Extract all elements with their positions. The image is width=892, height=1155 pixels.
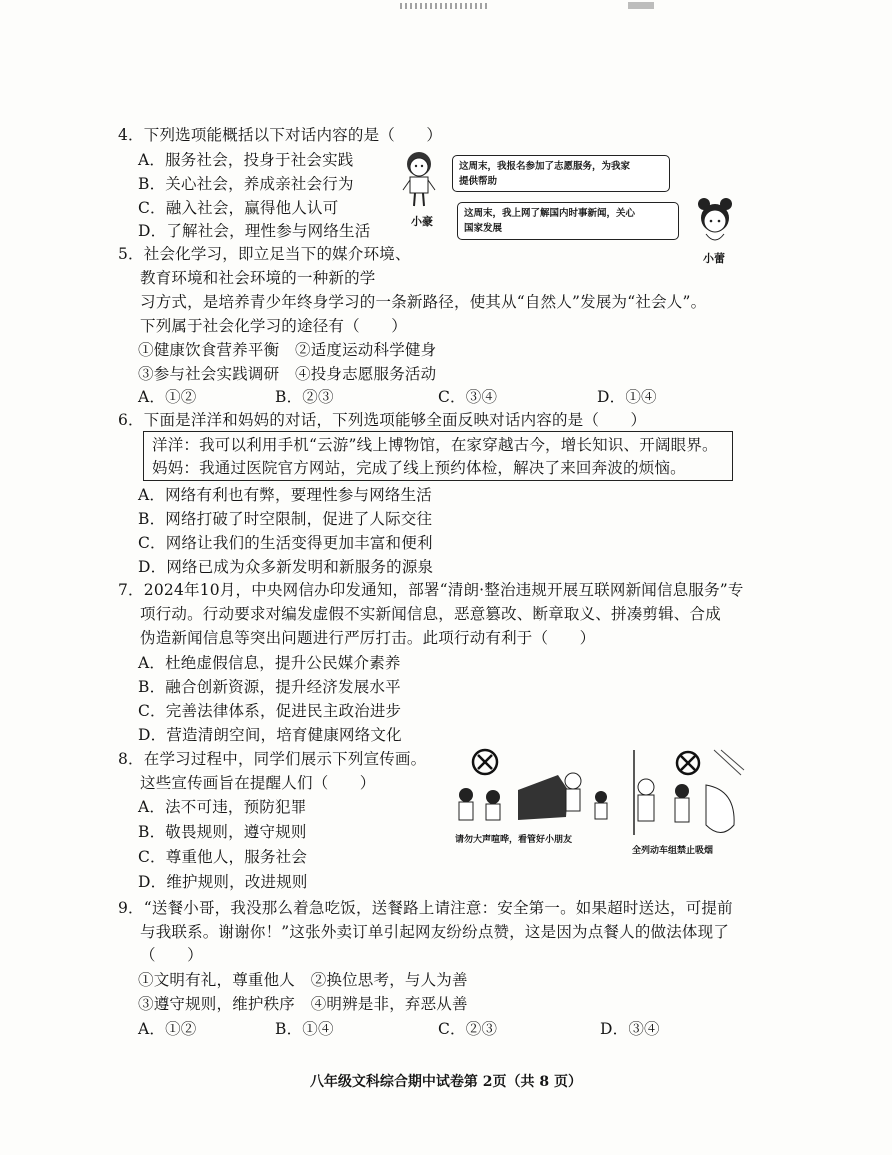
q4-option-a: A．服务社会，投身于社会实践	[138, 151, 354, 169]
question-5-line: 下列属于社会化学习的途径有（ ）	[140, 317, 407, 335]
question-5-line: 教育环境和社会环境的一种新的学	[140, 269, 376, 287]
q5-choice-b: B．②③	[275, 388, 334, 406]
question-9-line: 与我联系。谢谢你！”这张外卖订单引起网友纷纷点赞，这是因为点餐人的做法体现了	[140, 923, 730, 941]
boy-speech-bubble	[452, 155, 670, 192]
question-8-line: 这些宣传画旨在提醒人们（ ）	[140, 774, 376, 792]
q8-option-a: A．法不可违，预防犯罪	[138, 798, 307, 816]
q5-choice-a: A．①②	[138, 388, 197, 406]
question-5-line: 习方式，是培养青少年终身学习的一条新路径，使其从“自然人”发展为“社会人”。	[140, 293, 707, 311]
q9-choice-a: A．①②	[138, 1020, 197, 1038]
question-7-line: 7．2024年10月，中央网信办印发通知，部署“清朗·整治违规开展互联网新闻信息服务”专	[118, 581, 744, 599]
q9-choice-d: D．③④	[600, 1020, 660, 1038]
page-footer: 八年级文科综合期中试卷第 2页（共 8 页）	[309, 1074, 583, 1090]
girl-speech-line: 这周末，我上网了解国内时事新闻，关心	[464, 208, 636, 219]
boy-name: 小豪	[411, 215, 433, 228]
q4-option-c: C．融入社会，赢得他人认可	[138, 199, 339, 217]
q8-option-d: D．维护规则，改进规则	[138, 873, 308, 891]
girl-illustration	[692, 196, 738, 248]
question-6-stem: 6．下面是洋洋和妈妈的对话，下列选项能够全面反映对话内容的是（ ）	[118, 411, 647, 429]
q7-option-b: B．融合创新资源，提升经济发展水平	[138, 678, 401, 696]
q4-option-d: D．了解社会，理性参与网络生活	[138, 222, 371, 240]
q7-option-a: A．杜绝虚假信息，提升公民媒介素养	[138, 654, 401, 672]
question-9-line: （ ）	[140, 946, 203, 964]
girl-name: 小蕾	[703, 252, 725, 265]
question-4-stem: 4．下列选项能概括以下对话内容的是（ ）	[118, 126, 443, 144]
q9-item-row: ③遵守规则，维护秩序 ④明辨是非，弃恶从善	[138, 995, 468, 1013]
poster-no-smoking-illustration	[626, 745, 746, 845]
q6-option-d: D．网络已成为众多新发明和新服务的源泉	[138, 558, 434, 576]
q4-option-b: B．关心社会，养成亲社会行为	[138, 175, 354, 193]
poster-no-noise-illustration	[448, 745, 618, 835]
boy-speech-line: 提供帮助	[459, 176, 498, 187]
girl-speech-line: 国家发展	[464, 223, 503, 234]
question-9-line: 9．“送餐小哥，我没那么着急吃饭，送餐路上请注意：安全第一。如果超时送达，可提前	[118, 899, 733, 917]
q5-item-row: ①健康饮食营养平衡 ②适度运动科学健身	[138, 341, 437, 359]
poster-left-caption: 请勿大声喧哗，看管好小朋友	[455, 835, 573, 845]
poster-right-caption: 全列动车组禁止吸烟	[632, 846, 714, 856]
question-8-line: 8．在学习过程中，同学们展示下列宣传画。	[118, 750, 427, 768]
question-5-line: 5．社会化学习，即立足当下的媒介环境、	[118, 245, 411, 263]
dialog-line-mom: 妈妈：我通过医院官方网站，完成了线上预约体检，解决了来回奔波的烦恼。	[152, 459, 686, 477]
q6-option-b: B．网络打破了时空限制，促进了人际交往	[138, 510, 433, 528]
q6-option-a: A．网络有利也有弊，要理性参与网络生活	[138, 486, 432, 504]
q7-option-d: D．营造清朗空间，培育健康网络文化	[138, 726, 402, 744]
q5-item-row: ③参与社会实践调研 ④投身志愿服务活动	[138, 365, 437, 383]
q6-option-c: C．网络让我们的生活变得更加丰富和便利	[138, 534, 433, 552]
boy-speech-line: 这周末，我报名参加了志愿服务，为我家	[459, 161, 631, 172]
q5-choice-c: C．③④	[438, 388, 498, 406]
q7-option-c: C．完善法律体系，促进民主政治进步	[138, 702, 402, 720]
q9-choice-b: B．①④	[275, 1020, 334, 1038]
q8-option-b: B．敬畏规则，遵守规则	[138, 823, 307, 841]
question-7-line: 项行动。行动要求对编发虚假不实新闻信息，恶意篡改、断章取义、拼凑剪辑、合成	[140, 605, 721, 623]
q8-option-c: C．尊重他人，服务社会	[138, 848, 308, 866]
girl-speech-bubble	[457, 202, 679, 240]
boy-illustration	[396, 150, 442, 212]
dialog-line-yangyang: 洋洋：我可以利用手机“云游”线上博物馆，在家穿越古今，增长知识、开阔眼界。	[152, 436, 718, 454]
q9-choice-c: C．②③	[438, 1020, 498, 1038]
q5-choice-d: D．①④	[597, 388, 657, 406]
scan-mark	[400, 3, 490, 9]
question-7-line: 伪造新闻信息等突出问题进行严厉打击。此项行动有利于（ ）	[140, 629, 596, 647]
q9-item-row: ①文明有礼，尊重他人 ②换位思考，与人为善	[138, 971, 468, 989]
scan-mark	[628, 2, 654, 9]
